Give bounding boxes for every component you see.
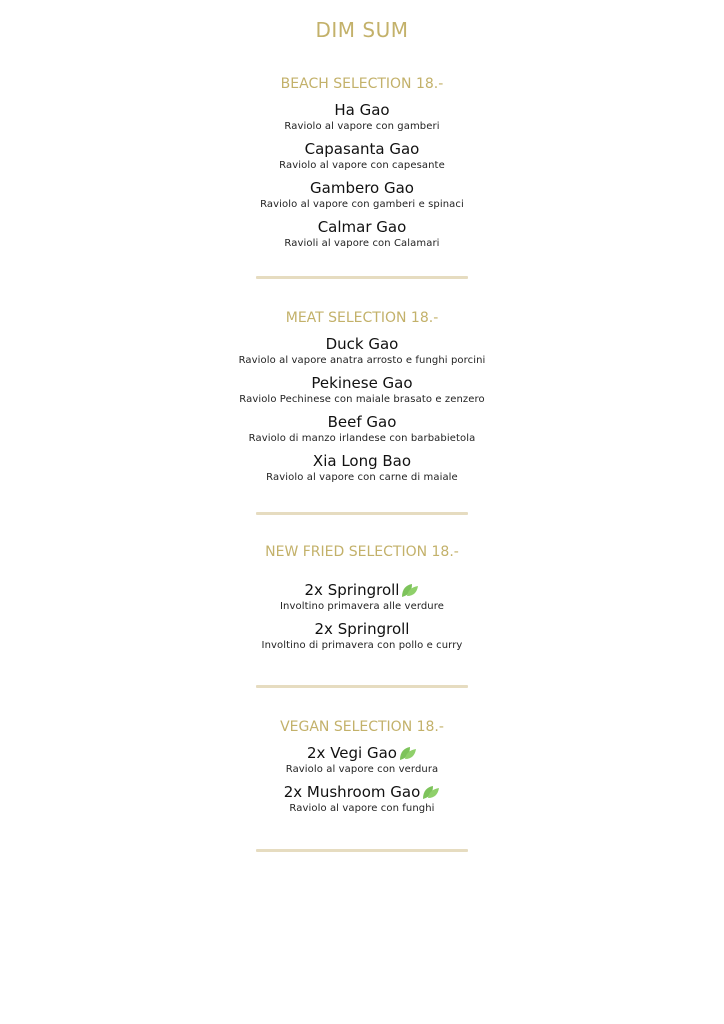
section-meat — [0, 308, 724, 484]
section-new-fried — [0, 542, 724, 652]
menu-item — [0, 451, 724, 484]
section-beach — [0, 74, 724, 250]
item-name: Xia Long Bao — [312, 452, 412, 470]
item-name: Gambero Gao — [310, 179, 414, 197]
vegan-leaf-icon — [401, 582, 419, 598]
menu-item — [0, 217, 724, 250]
section-heading: NEW FRIED SELECTION 18.- — [265, 544, 459, 560]
menu-item — [0, 782, 724, 815]
item-name: Calmar Gao — [317, 218, 407, 236]
menu-item — [0, 100, 724, 133]
section-heading: VEGAN SELECTION 18.- — [280, 719, 444, 735]
section-divider — [256, 512, 468, 515]
item-description: Raviolo al vapore con gamberi e spinaci — [260, 199, 464, 210]
item-name: Pekinese Gao — [311, 374, 413, 392]
item-name: 2x Vegi Gao — [307, 744, 397, 762]
section-vegan — [0, 717, 724, 815]
item-name: Capasanta Gao — [304, 140, 420, 158]
section-heading: MEAT SELECTION 18.- — [285, 310, 439, 326]
page-title: DIM SUM — [315, 18, 409, 42]
menu-item — [0, 178, 724, 211]
item-name: Ha Gao — [334, 101, 390, 119]
menu-item — [0, 619, 724, 652]
item-description: Involtino primavera alle verdure — [280, 601, 444, 612]
item-name: 2x Springroll — [314, 620, 410, 638]
item-description: Raviolo al vapore con gamberi — [284, 121, 440, 132]
section-divider — [256, 685, 468, 688]
item-name: Beef Gao — [327, 413, 397, 431]
item-description: Raviolo al vapore anatra arrosto e funghi porcini — [238, 355, 486, 366]
menu-item — [0, 743, 724, 776]
item-description: Raviolo al vapore con verdura — [285, 764, 439, 775]
item-description: Raviolo al vapore con carne di maiale — [266, 472, 458, 483]
item-description: Raviolo di manzo irlandese con barbabietola — [248, 433, 476, 444]
item-name: Duck Gao — [325, 335, 399, 353]
vegan-leaf-icon — [422, 784, 440, 800]
item-name: 2x Springroll — [304, 581, 400, 599]
menu-item — [0, 334, 724, 367]
item-description: Raviolo al vapore con funghi — [289, 803, 435, 814]
item-name: 2x Mushroom Gao — [283, 783, 421, 801]
menu-item — [0, 412, 724, 445]
menu-item — [0, 373, 724, 406]
section-heading: BEACH SELECTION 18.- — [280, 76, 444, 92]
menu-item — [0, 139, 724, 172]
item-description: Involtino di primavera con pollo e curry — [261, 640, 463, 651]
item-description: Raviolo Pechinese con maiale brasato e zenzero — [239, 394, 485, 405]
menu-item — [0, 580, 724, 613]
section-divider — [256, 276, 468, 279]
vegan-leaf-icon — [399, 745, 417, 761]
item-description: Raviolo al vapore con capesante — [279, 160, 445, 171]
item-description: Ravioli al vapore con Calamari — [284, 238, 440, 249]
section-divider — [256, 849, 468, 852]
